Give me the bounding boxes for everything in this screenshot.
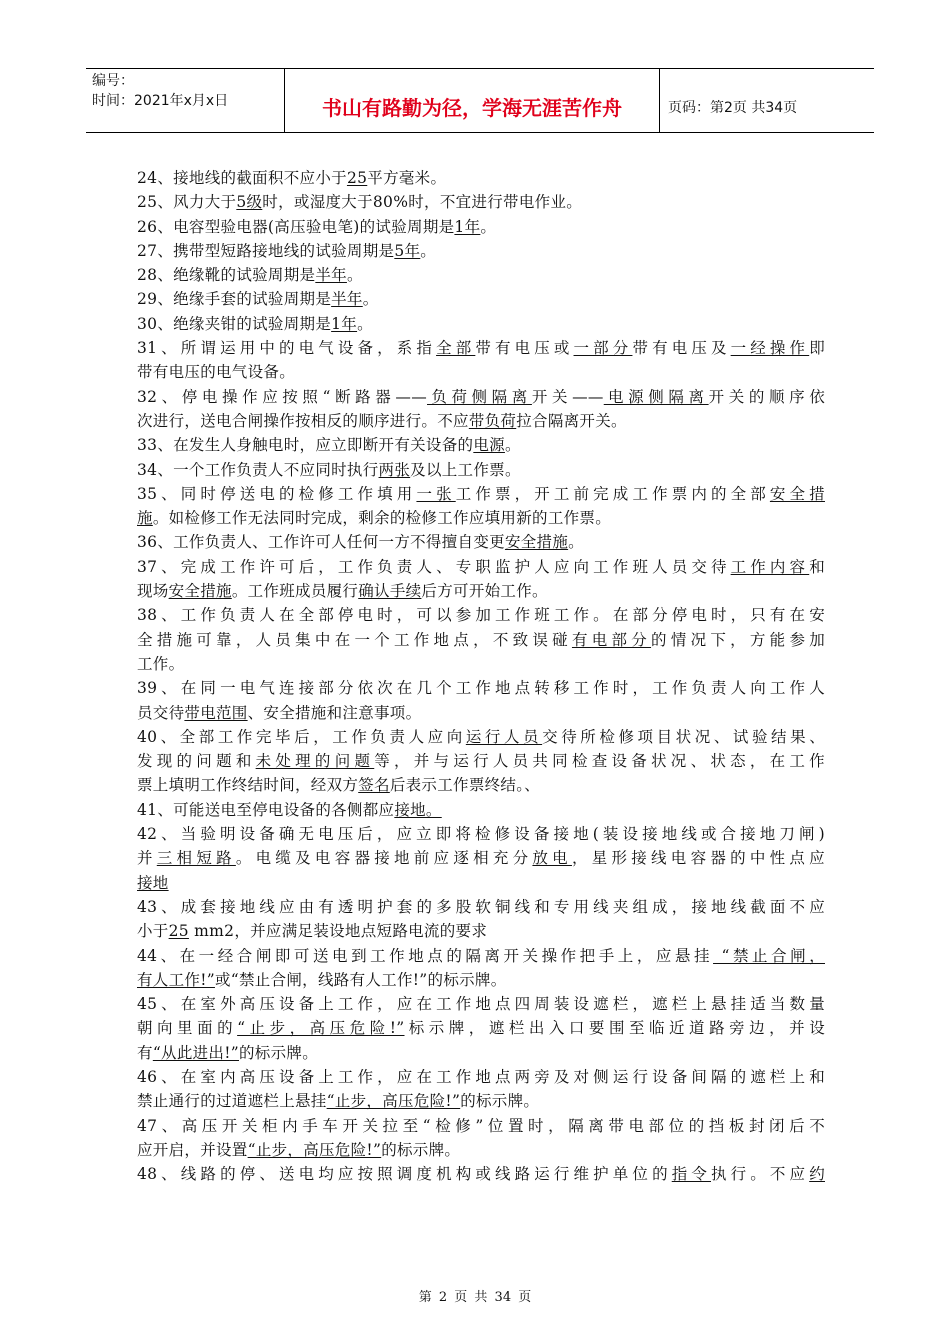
underlined-answer: “止步，高压危险!” — [247, 1140, 382, 1159]
text-line — [137, 749, 825, 773]
underlined-answer: 25 — [168, 922, 189, 941]
text-segment: 后方可开始工作。 — [421, 582, 548, 601]
underlined-answer: 约 — [809, 1165, 825, 1184]
underlined-answer: 运行人员 — [465, 727, 543, 746]
text-line — [137, 555, 825, 579]
text-segment: 工作票，开工前完成工作票内的全部 — [455, 484, 770, 503]
text-segment: 的标示牌。 — [460, 1092, 540, 1111]
text-line — [137, 1041, 825, 1065]
text-line — [137, 1065, 825, 1089]
underlined-answer: 两张 — [378, 460, 411, 479]
text-segment: 。 — [357, 314, 373, 333]
underlined-answer: 5级 — [236, 193, 263, 212]
underlined-answer: 接地 — [137, 873, 169, 892]
text-segment: 28、绝缘靴的试验周期是 — [137, 266, 316, 285]
underlined-answer: 半年 — [331, 290, 363, 309]
header-page-info: 页码：第2页 共34页 — [668, 99, 798, 116]
text-segment: 47、高压开关柜内手车开关拉至“检修”位置时，隔离带电部位的挡板封闭后不 — [137, 1116, 825, 1135]
text-segment: 和 — [809, 557, 825, 576]
text-segment: 45、在室外高压设备上工作，应在工作地点四周装设遮栏，遮栏上悬挂适当数量 — [137, 995, 825, 1014]
text-segment: ，星形接线电容器的中性点应 — [571, 849, 825, 868]
text-line — [137, 822, 825, 846]
text-line — [137, 458, 825, 482]
text-line — [137, 701, 825, 725]
text-segment: 29、绝缘手套的试验周期是 — [137, 290, 332, 309]
text-segment: 、安全措施和注意事项。 — [247, 703, 422, 722]
text-segment: 交待所检修项目状况、试验结果、 — [542, 727, 825, 746]
text-line — [137, 1162, 825, 1186]
underlined-answer: 25 — [346, 169, 368, 187]
text-segment: 员交待 — [137, 703, 185, 722]
text-line — [137, 530, 825, 554]
text-segment: 标示牌，遮栏出入口要围至临近道路旁边，并设 — [404, 1019, 825, 1038]
text-line — [137, 482, 825, 506]
underlined-answer: 安全措施 — [168, 582, 232, 601]
underlined-answer: 有人工作!” — [137, 970, 215, 989]
text-line — [137, 944, 825, 968]
text-segment: 及以上工作票。 — [410, 460, 521, 479]
underlined-answer: 接地。 — [394, 800, 442, 819]
document-body — [137, 166, 825, 1186]
text-line — [137, 725, 825, 749]
text-segment: 31、所谓运用中的电气设备，系指 — [137, 339, 437, 358]
text-line — [137, 1114, 825, 1138]
text-segment: 即 — [809, 339, 825, 358]
page-footer: 第 2 页 共 34 页 — [418, 1290, 532, 1305]
underlined-answer: 确认手续 — [358, 582, 422, 601]
text-segment: 。电缆及电容器接地前应逐相充分 — [235, 849, 533, 868]
text-line — [137, 846, 825, 870]
text-segment: 的标示牌。 — [239, 1043, 319, 1062]
text-line — [137, 1138, 825, 1162]
text-segment: 并 — [137, 849, 157, 868]
underlined-answer: “禁止合闸， — [713, 946, 825, 965]
text-segment: 。 — [480, 217, 497, 236]
text-segment: 或“禁止合闸，线路有人工作!”的标示牌。 — [214, 970, 507, 989]
underlined-answer: 1年 — [454, 217, 481, 236]
text-segment: 38、工作负责人在全部停电时，可以参加工作班工作。在部分停电时，只有在安 — [137, 606, 825, 625]
underlined-answer: 有电部分 — [571, 630, 652, 649]
text-segment: 。如检修工作无法同时完成，剩余的检修工作应填用新的工作票。 — [152, 509, 612, 528]
underlined-answer: 带负荷 — [468, 411, 517, 430]
text-line — [137, 579, 825, 603]
text-segment: 48、线路的停、送电均应按照调度机构或线路运行维护单位的 — [137, 1165, 672, 1184]
text-line — [137, 968, 825, 992]
text-segment: 次进行，送电合闸操作按相反的顺序进行。不应 — [137, 411, 469, 430]
text-line — [137, 506, 825, 530]
underlined-answer: 安全措 — [769, 484, 825, 503]
text-segment: 25、风力大于 — [137, 193, 237, 212]
underlined-answer: 5年 — [394, 241, 421, 260]
text-segment: 有 — [137, 1043, 153, 1062]
text-line — [137, 992, 825, 1016]
underlined-answer: 三相短路 — [156, 849, 236, 868]
text-segment: 。 — [504, 436, 521, 455]
text-segment: 37、完成工作许可后，工作负责人、专职监护人应向工作班人员交待 — [137, 557, 731, 576]
text-segment: 的情况下，方能参加 — [651, 630, 825, 649]
underlined-answer: 半年 — [315, 266, 347, 285]
text-segment: 时，或湿度大于80%时，不宜进行带电作业。 — [262, 193, 583, 212]
text-segment: 43、成套接地线应由有透明护套的多股软铜线和专用线夹组成，接地线截面不应 — [137, 897, 825, 916]
text-segment: 工作。 — [137, 654, 185, 673]
text-line — [137, 798, 825, 822]
text-segment: 全措施可靠，人员集中在一个工作地点，不致误碰 — [137, 630, 572, 649]
text-segment: 带有电压或 — [475, 339, 574, 358]
text-segment: 平方毫米。 — [367, 169, 447, 187]
underlined-answer: 指令 — [671, 1165, 711, 1184]
underlined-answer: 带电范围 — [184, 703, 248, 722]
text-segment: 小于 — [137, 922, 169, 941]
underlined-answer: 工作内容 — [730, 557, 810, 576]
text-segment: 。 — [568, 533, 584, 552]
header-motto: 书山有路勤为径，学海无涯苦作舟 — [285, 69, 660, 132]
text-segment: 。工作班成员履行 — [231, 582, 359, 601]
text-segment: 带有电压的电气设备。 — [137, 363, 296, 382]
text-line — [137, 1016, 825, 1040]
text-segment: 39、在同一电气连接部分依次在几个工作地点转移工作时，工作负责人向工作人 — [137, 679, 825, 698]
text-segment: 30、绝缘夹钳的试验周期是 — [137, 314, 332, 333]
text-line — [137, 312, 825, 336]
text-line — [137, 871, 825, 895]
underlined-answer: 一部分 — [573, 339, 633, 358]
text-line — [137, 336, 825, 360]
text-line — [137, 652, 825, 676]
text-segment: 应开启，并设置 — [137, 1140, 248, 1159]
underlined-answer: 施 — [137, 509, 153, 528]
text-line — [137, 603, 825, 627]
text-segment: 35、同时停送电的检修工作填用 — [137, 484, 417, 503]
text-segment: 。 — [346, 266, 363, 285]
text-line — [137, 433, 825, 457]
text-segment: 34、一个工作负责人不应同时执行 — [137, 460, 379, 479]
text-segment: 42、当验明设备确无电压后，应立即将检修设备接地(装设接地线或合接地刀闸) — [137, 825, 825, 844]
underlined-answer: 一张 — [416, 484, 456, 503]
text-segment: 40、全部工作完毕后，工作负责人应向 — [137, 727, 466, 746]
text-segment: 带有电压及 — [632, 339, 731, 358]
text-segment: 拉合隔离开关。 — [516, 411, 627, 430]
text-line — [137, 385, 825, 409]
text-line — [137, 1089, 825, 1113]
text-line — [137, 676, 825, 700]
text-segment: 朝向里面的 — [137, 1019, 238, 1038]
header-meta — [86, 69, 285, 132]
text-segment: 开关的顺序依 — [708, 387, 825, 406]
text-segment: 后表示工作票终结。、 — [389, 776, 541, 795]
text-segment: 26、电容型验电器(高压验电笔)的试验周期是 — [137, 217, 455, 236]
doc-time-label: 时间：2021年x月x日 — [92, 93, 229, 109]
text-segment: 开关—— — [531, 387, 604, 406]
text-segment: 发现的问题和 — [137, 752, 256, 771]
text-line — [137, 919, 825, 943]
text-segment: 33、在发生人身触电时，应立即断开有关设备的 — [137, 436, 474, 455]
text-line — [137, 190, 825, 214]
text-segment: 24、接地线的截面积不应小于 — [137, 169, 347, 187]
text-segment: 41、可能送电至停电设备的各侧都应 — [137, 800, 395, 819]
text-line — [137, 409, 825, 433]
underlined-answer: 电源侧隔离 — [603, 387, 709, 406]
text-segment: 44、在一经合闸即可送电到工作地点的隔离开关操作把手上，应悬挂 — [137, 946, 714, 965]
underlined-answer: “止步，高压危险!” — [237, 1019, 405, 1038]
underlined-answer: 一经操作 — [730, 339, 810, 358]
text-line — [137, 360, 825, 384]
underlined-answer: “从此进出!” — [152, 1043, 239, 1062]
text-line — [137, 166, 825, 190]
underlined-answer: 电源 — [473, 436, 505, 455]
text-line — [137, 287, 825, 311]
underlined-answer: 安全措施 — [504, 533, 569, 552]
underlined-answer: 负荷侧隔离 — [427, 387, 532, 406]
text-segment: 。 — [362, 290, 379, 309]
underlined-answer: 全部 — [436, 339, 476, 358]
text-segment: 。 — [420, 241, 437, 260]
text-line — [137, 628, 825, 652]
text-segment: 票上填明工作终结时间，经双方 — [137, 776, 359, 795]
text-segment: 27、携带型短路接地线的试验周期是 — [137, 241, 395, 260]
underlined-answer: 1年 — [331, 314, 358, 333]
text-segment: 46、在室内高压设备上工作，应在工作地点两旁及对侧运行设备间隔的遮栏上和 — [137, 1067, 825, 1086]
text-line — [137, 773, 825, 797]
underlined-answer: 未处理的问题 — [255, 752, 375, 771]
text-segment: 36、工作负责人、工作许可人任何一方不得擅自变更 — [137, 533, 505, 552]
text-segment: mm2，并应满足装设地点短路电流的要求 — [188, 922, 488, 941]
underlined-answer: 签名 — [358, 776, 390, 795]
page-header — [86, 68, 874, 133]
text-line — [137, 263, 825, 287]
text-segment: 执行。不应 — [711, 1165, 810, 1184]
text-line — [137, 239, 825, 263]
text-line — [137, 215, 825, 239]
text-line — [137, 895, 825, 919]
text-segment: 等，并与运行人员共同检查设备状况、状态，在工作 — [374, 752, 825, 771]
text-segment: 的标示牌。 — [381, 1140, 461, 1159]
doc-number-label: 编号： — [92, 73, 134, 89]
text-segment: 32、停电操作应按照“断路器—— — [137, 387, 428, 406]
text-segment: 禁止通行的过道遮栏上悬挂 — [137, 1092, 327, 1111]
text-segment: 现场 — [137, 582, 169, 601]
underlined-answer: “止步，高压危险!” — [326, 1092, 461, 1111]
underlined-answer: 放电 — [532, 849, 572, 868]
